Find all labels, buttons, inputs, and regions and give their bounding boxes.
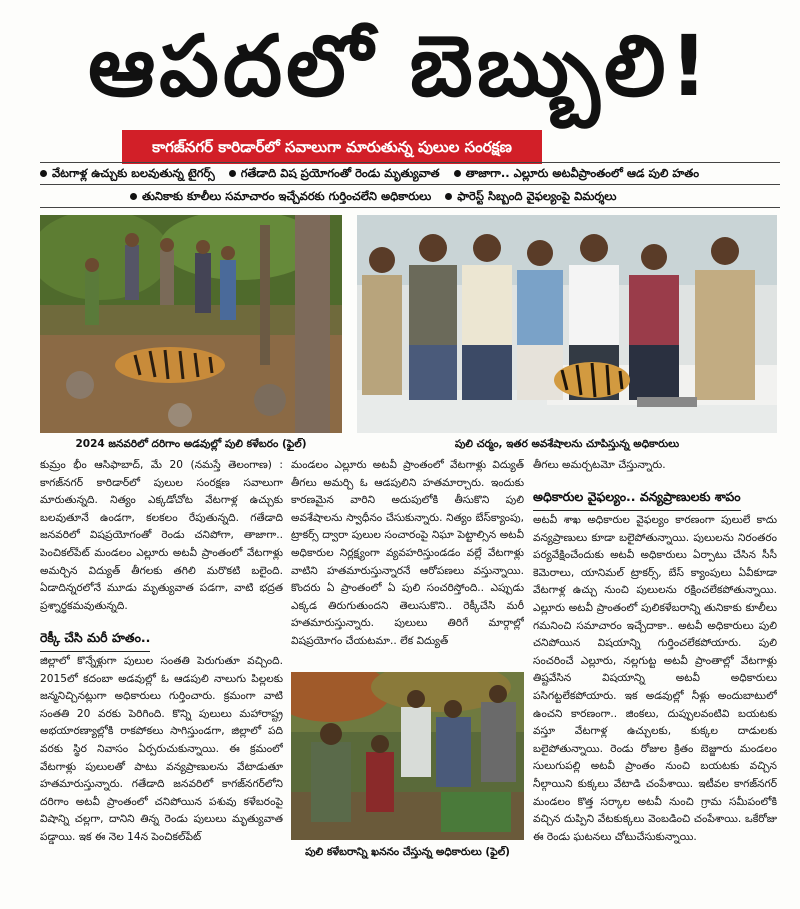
highlights-row-2	[130, 189, 750, 206]
headline: ఆపదలో బెబ్బులి!	[88, 17, 712, 115]
photo3-caption: పులి కళేబరాన్ని ఖననం చేస్తున్న అధికారులు (ఫైల్)	[305, 846, 510, 858]
bullet-icon	[445, 193, 452, 200]
bullet-icon	[454, 170, 461, 177]
highlight-item: వేటగాళ్ల ఉచ్చుకు బలవుతున్న టైగర్స్	[40, 166, 215, 180]
highlight-item: తాజాగా.. ఎల్లూరు అటవీప్రాంతంలో ఆడ పులి హతం	[454, 166, 699, 180]
highlight-item: ఫారెస్ట్ సిబ్బంది వైఫల్యంపై విమర్శలు	[445, 189, 616, 203]
highlights-row-1	[40, 166, 780, 183]
column-3-body	[533, 512, 777, 894]
highlight-item: తునికాకు కూలీలు సమాచారం ఇచ్చేవరకు గుర్తించలేని అధికారులు	[130, 189, 431, 203]
intro-paragraph: కుమ్రం భీం ఆసిఫాబాద్, మే 20 (నమస్తే తెలంగాణ) : కాగజ్‌నగర్ కారిడార్‌లో పులుల సంరక్షణ సవాలుగా మారుతున్నది. నిత్యం ఎక్కడోచోట వేటగాళ్ల ఉచ్చుకు బలవుతూనే ఉండగా, కలకలం రేపుతున్నది. గతేడాది జనవరిలో విషప్రయోగంతో రెండు చనిపోగా, తాజాగా.. పెంచికల్‌పేట్ మండలం ఎల్లూరు అటవీ ప్రాంతంలో వేటగాళ్లు అమర్చిన విద్యుత్ తీగలకు తగిలి మరొకటి బలైంది. ఏడాదిన్నరలోనే మూడు మృత్యువాత పడగా, వాటి భద్రత ప్రశ్నార్థకమవుతున్నది.	[40, 459, 283, 612]
continuation-text: తీగలు అమర్చటమో చేస్తున్నారు.	[533, 459, 666, 471]
column-2-body	[291, 457, 524, 667]
bullet-icon	[130, 193, 137, 200]
photo1-caption: 2024 జనవరిలో దరిగాం అడవుల్లో పులి కళేబరం (ఫైల్)	[75, 438, 307, 450]
body-paragraph: మండలం ఎల్లూరు అటవీ ప్రాంతంలో వేటగాళ్లు విద్యుత్ తీగలు అమర్చి ఓ ఆడపులిని హతమార్చారు. ఇందుకు కారణమైన వారిని అదుపులోకి తీసుకొని పులి అవశేషాలను స్వాధీనం చేసుకున్నారు. నిత్యం బేస్‌క్యాంపు, ట్రాకర్స్ ద్వారా పులుల సంచారంపై నిఘా పెట్టాల్సిన అటవీ అధికారుల నిర్లక్ష్యంగా వ్యవహరిస్తుండడం వల్లే వేటగాళ్లు వాటిని హతమారుస్తున్నారనే ఆరోపణలు వస్తున్నాయి. కొందరు ఏ ప్రాంతంలో ఏ పులి సంచరిస్తోంది.. ఎప్పుడు ఎక్కడ తిరుగుతుందని తెలుసుకొని.. రెక్కీచేసి మరీ హతమారుస్తున్నారు. పులులు తిరిగే మార్గాల్లో విషప్రయోగం చేయటమా.. లేక విద్యుత్	[291, 459, 524, 647]
body-paragraph: జిల్లాలో కొన్నేళ్లుగా పులుల సంతతి పెరుగుతూ వచ్చింది. 2015లో కదంబా అడవుల్లో ఓ ఆడపులి నాలుగు పిల్లలకు జన్మనిచ్చినట్లుగా అధికారులు గుర్తించారు. క్రమంగా వాటి సంతతి 20 వరకు పెరిగింది. కొన్ని పులులు మహారాష్ట్ర అభయారణ్యాల్లోకి రాకపోకలు సాగిస్తుండగా, జిల్లాలో పది వరకు స్థిర నివాసం ఏర్పరుచుకున్నాయి. ఈ క్రమంలో వేటగాళ్లు పులులతో పాటు వన్యప్రాణులను వేటాడుతూ హతమారుస్తున్నారు. గతేడాది జనవరిలో కాగజ్‌నగర్‌లోని దరిగాం అటవీ ప్రాంతంలో చనిపోయిన పశువు కళేబరంపై విషాన్ని చల్లగా, దానిని తిన్న రెండు పులులు మృత్యువాత పడ్డాయి. ఇక ఈ నెల 14న పెంచికల్‌పేట్	[40, 655, 283, 843]
tiger-carcass-photo	[40, 215, 342, 433]
highlight-item: గతేడాది విష ప్రయోగంతో రెండు మృత్యువాత	[229, 166, 440, 180]
column-1-intro	[40, 457, 283, 624]
body-paragraph: అటవీ శాఖ అధికారుల వైఫల్యం కారణంగా పులులే కాదు వన్యప్రాణులు కూడా బలైపోతున్నాయి. పులులను నిరంతరం పర్యవేక్షించేందుకు అటవీ అధికారులు ఏర్పాటు చేసిన సీసీ కెమెరాలు, యానిమల్ ట్రాకర్స్, బేస్ క్యాంపులు ఏవీకూడా వేటగాళ్ల ఉచ్చు నుంచి పులులను రక్షించలేకపోతున్నాయి. ఎల్లూరు అటవీ ప్రాంతంలో పులికళేబరాన్ని తునికాకు కూలీలు గమనించి సమాచారం ఇచ్చేదాకా.. అటవీ అధికారులు పులి చనిపోయిన విషయాన్ని గుర్తించలేకపోయారు. పులి సంచరించే ఎల్లూరు, నల్లగుట్ట అటవీ ప్రాంతాల్లో వేటగాళ్లు తిష్టవేసిన విషయాన్ని అటవీ అధికారులు పసిగట్టలేకపోయారు. ఇక అడవుల్లో నీళ్లు అందుబాటులో ఉంచని కారణంగా.. జింకలు, దుప్పులవంటివి బయటకు వస్తూ వేటగాళ్ల ఉచ్చులకు, కుక్కల దాడులకు బలైపోతున్నాయి. రెండు రోజుల క్రితం బెజ్జూరు మండలం సులుగుపల్లి అటవీ ప్రాంతం నుంచి బయటకు వచ్చిన నీల్గాయిని కుక్కలు వేటాడి చంపేశాయి. ఇటీవల కాగజ్‌నగర్ మండలం కొత్త సర్కాల అటవీ నుంచి గ్రామ సమీపంలోకి వచ్చిన దుప్పిని వేటకుక్కలు వెంబడించి చంపేశాయి. ఒకేరోజు ఈ రెండు ఘటనలు చోటుచేసుకున్నాయి.	[533, 514, 777, 843]
column-1-body	[40, 653, 283, 893]
divider	[40, 184, 780, 185]
divider	[40, 207, 780, 208]
subhead-recce	[40, 627, 150, 652]
subheadline-banner: కాగజ్‌నగర్ కారిడార్‌లో సవాలుగా మారుతున్న పులుల సంరక్షణ	[122, 130, 542, 164]
column-3-continuation	[533, 457, 777, 477]
subhead-recce-text: రెక్కీ చేసి మరీ హతం..	[40, 630, 150, 652]
photo2-caption: పులి చర్మం, ఇతర అవశేషాలను చూపిస్తున్న అధికారులు	[454, 438, 680, 450]
subhead-failure	[533, 486, 741, 511]
subhead-failure-text: అధికారుల వైఫల్యం.. వన్యప్రాణులకు శాపం	[533, 489, 741, 511]
divider	[40, 162, 780, 163]
bullet-icon	[229, 170, 236, 177]
burial-photo	[291, 672, 524, 840]
officials-group-photo	[357, 215, 777, 433]
bullet-icon	[40, 170, 47, 177]
